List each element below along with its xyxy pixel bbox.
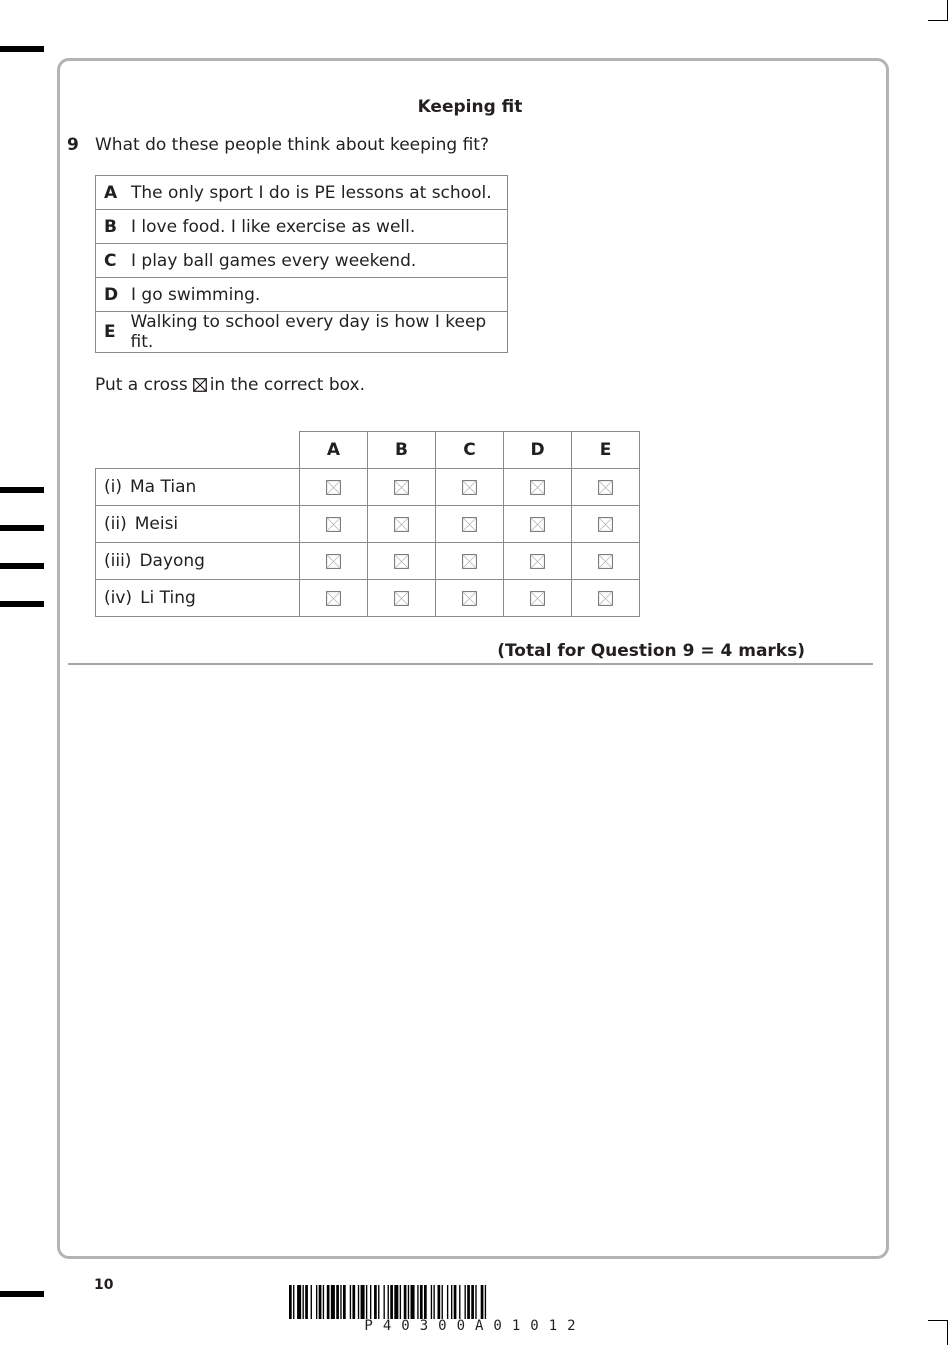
instruction-text: in the correct box. xyxy=(209,375,365,395)
answer-checkbox[interactable] xyxy=(530,591,545,606)
answer-checkbox[interactable] xyxy=(326,480,341,495)
answer-checkbox[interactable] xyxy=(326,591,341,606)
column-header: A xyxy=(300,432,368,469)
section-heading: Keeping fit xyxy=(417,97,523,117)
person-name: Ma Tian xyxy=(130,477,197,497)
barcode-icon xyxy=(289,1285,661,1319)
option-row-content xyxy=(96,285,507,305)
answer-cell xyxy=(504,469,572,506)
option-text: The only sport I do is PE lessons at school. xyxy=(131,182,492,203)
part-number: (ii) xyxy=(104,514,127,534)
answer-cell xyxy=(504,506,572,543)
option-text: I go swimming. xyxy=(131,284,261,305)
part-number: (iii) xyxy=(104,551,132,571)
answer-checkbox[interactable] xyxy=(462,517,477,532)
answer-grid xyxy=(95,431,640,617)
answer-cell xyxy=(436,543,504,580)
answer-cell xyxy=(300,543,368,580)
answer-row xyxy=(96,543,640,580)
option-row-content xyxy=(96,217,507,237)
crop-mark xyxy=(928,1320,948,1321)
person-cell xyxy=(96,469,300,506)
answer-cell xyxy=(572,506,640,543)
option-letter: B xyxy=(104,216,117,237)
answer-checkbox[interactable] xyxy=(462,591,477,606)
option-row xyxy=(96,244,508,278)
person-name: Meisi xyxy=(134,514,179,534)
option-row xyxy=(96,176,508,210)
edge-mark xyxy=(0,46,44,52)
option-row xyxy=(96,278,508,312)
answer-checkbox[interactable] xyxy=(394,517,409,532)
answer-cell xyxy=(300,469,368,506)
answer-cell xyxy=(300,580,368,617)
part-number: (iv) xyxy=(104,588,133,608)
answer-cell xyxy=(504,580,572,617)
answer-cell xyxy=(368,580,436,617)
person-cell xyxy=(96,580,300,617)
crop-mark xyxy=(928,20,948,21)
column-header: B xyxy=(368,432,436,469)
answer-checkbox[interactable] xyxy=(530,517,545,532)
part-number: (i) xyxy=(104,477,122,497)
question-text: What do these people think about keeping fit? xyxy=(95,135,489,155)
answer-checkbox[interactable] xyxy=(530,554,545,569)
answer-checkbox[interactable] xyxy=(394,554,409,569)
option-letter: D xyxy=(104,284,119,305)
answer-cell xyxy=(368,543,436,580)
person-cell xyxy=(96,543,300,580)
answer-cell xyxy=(572,543,640,580)
answer-row xyxy=(96,469,640,506)
answer-checkbox[interactable] xyxy=(394,480,409,495)
edge-mark xyxy=(0,563,44,569)
answer-cell xyxy=(300,506,368,543)
divider xyxy=(68,663,873,665)
crop-mark xyxy=(947,1320,948,1345)
answer-cell xyxy=(572,580,640,617)
answer-cell xyxy=(368,469,436,506)
answer-cell xyxy=(436,506,504,543)
answer-cell xyxy=(368,506,436,543)
answer-checkbox[interactable] xyxy=(394,591,409,606)
options-table xyxy=(95,175,508,353)
column-header: C xyxy=(436,432,504,469)
crossed-box-icon xyxy=(193,378,207,392)
edge-mark xyxy=(0,487,44,493)
answer-checkbox[interactable] xyxy=(598,554,613,569)
option-row-content xyxy=(96,251,507,271)
person-name: Li Ting xyxy=(140,588,196,608)
answer-checkbox[interactable] xyxy=(326,517,341,532)
option-letter: E xyxy=(104,322,116,342)
barcode-text: P40300A01012 xyxy=(364,1318,586,1334)
option-letter: C xyxy=(104,250,117,271)
grid-corner xyxy=(96,432,300,469)
answer-cell xyxy=(436,469,504,506)
option-row xyxy=(96,210,508,244)
instruction-text: Put a cross xyxy=(95,375,188,395)
question-number: 9 xyxy=(67,135,79,155)
option-row-content xyxy=(96,312,507,352)
answer-checkbox[interactable] xyxy=(462,554,477,569)
edge-mark xyxy=(0,1291,44,1297)
answer-cell xyxy=(504,543,572,580)
person-name: Dayong xyxy=(139,551,205,571)
answer-checkbox[interactable] xyxy=(326,554,341,569)
answer-checkbox[interactable] xyxy=(598,517,613,532)
total-marks: (Total for Question 9 = 4 marks) xyxy=(497,641,805,661)
person-cell xyxy=(96,506,300,543)
option-row xyxy=(96,312,508,353)
answer-cell xyxy=(572,469,640,506)
answer-checkbox[interactable] xyxy=(530,480,545,495)
instruction xyxy=(95,375,365,395)
column-header: D xyxy=(504,432,572,469)
crop-mark xyxy=(947,0,948,20)
answer-checkbox[interactable] xyxy=(598,480,613,495)
answer-row xyxy=(96,580,640,617)
answer-checkbox[interactable] xyxy=(462,480,477,495)
option-row-content xyxy=(96,183,507,203)
column-header: E xyxy=(572,432,640,469)
edge-mark xyxy=(0,525,44,531)
edge-mark xyxy=(0,601,44,607)
option-text: Walking to school every day is how I keep fit. xyxy=(130,312,487,352)
option-letter: A xyxy=(104,182,118,203)
answer-row xyxy=(96,506,640,543)
answer-cell xyxy=(436,580,504,617)
answer-checkbox[interactable] xyxy=(598,591,613,606)
option-text: I love food. I like exercise as well. xyxy=(131,216,416,237)
option-text: I play ball games every weekend. xyxy=(131,250,417,271)
page-number: 10 xyxy=(94,1277,114,1293)
